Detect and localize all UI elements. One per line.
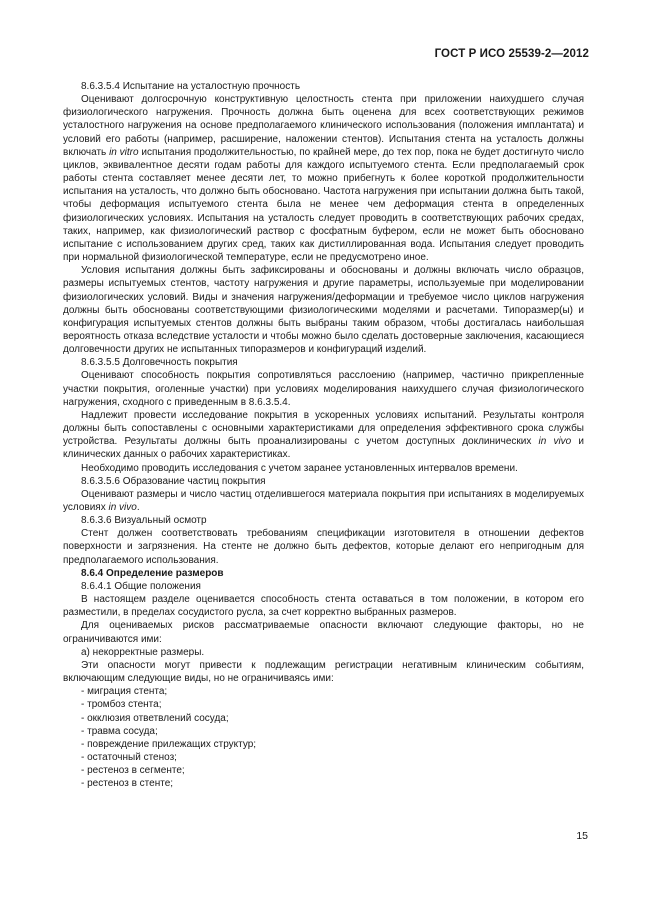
list-item: - травма сосуда; xyxy=(81,725,158,737)
page-number: 15 xyxy=(576,830,588,842)
paragraph: 8.6.3.6 Визуальный осмотр xyxy=(81,515,207,527)
list-item: - тромбоз стента; xyxy=(81,699,162,711)
paragraph: Необходимо проводить исследования с учетом заранее установленных интервалов времени. xyxy=(81,462,518,474)
list-item: - остаточный стеноз; xyxy=(81,751,177,763)
list-item: - повреждение прилежащих структур; xyxy=(81,738,257,750)
paragraph: Эти опасности могут привести к подлежащим регистрации негативным клиническим событиям, включающим следующие виды, но не ограничиваясь ими: xyxy=(63,659,584,685)
paragraph: а) некорректные размеры. xyxy=(81,646,205,658)
paragraph: Надлежит провести исследование покрытия в ускоренных условиях испытаний. Результаты контроля должны быть сопоставлены с основными характеристиками для определения эффективного срока службы устройства. Результаты должны быть проанализированы с учетом доступных доклинических in vivo и клинических данных о рабочих характеристиках. xyxy=(63,409,584,461)
paragraph: Для оцениваемых рисков рассматриваемые опасности включают следующие факторы, но не ограничиваются ими: xyxy=(63,620,584,645)
paragraph: В настоящем разделе оценивается способность стента оставаться в том положении, в котором его разместили, в пределах сосудистого русла, за счет корректно выбранных размеров. xyxy=(63,594,584,619)
section-heading: 8.6.4 Определение размеров xyxy=(81,567,224,579)
list-item: - рестеноз в сегменте; xyxy=(81,765,185,777)
list-item: - рестеноз в стенте; xyxy=(81,778,174,790)
paragraph: 8.6.3.5.4 Испытание на усталостную прочность xyxy=(81,81,301,92)
document-header: ГОСТ Р ИСО 25539-2—2012 xyxy=(434,48,589,60)
document-body xyxy=(63,80,584,790)
paragraph: Условия испытания должны быть зафиксированы и обоснованы и должны включать число образцов, размеры испытуемых стентов, частоту нагружения и другие параметры, используемые при моделировании физиологических условий. Виды и значения нагружения/деформации и требуемое число циклов нагружения должны быть обоснованы соответствующими физиологическими моделями и расчетами. Типоразмер(ы) и конфигурация испытуемых стентов должны быть выбраны таким образом, чтобы достигалась наибольшая вероятность отказа вследствие усталости и чтобы можно было сделать достоверные заключения, касающиеся долговечности других не испытанных типоразмеров и конфигураций изделий. xyxy=(63,265,584,356)
paragraph: 8.6.3.5.6 Образование частиц покрытия xyxy=(81,475,266,487)
paragraph: Оценивают долгосрочную конструктивную целостность стента при приложении наихудшего случая физиологического нагружения. Прочность должна быть оценена для всех соответствующих режимов усталостного нагружения на основе предполагаемого клинического использования (положения имплантата) и условий его работы (например, расширение, наложении стентов). Испытания стента на усталость должны включать in vitro испытания продолжительностью, по крайней мере, до тех пор, пока не будет достигнуто число циклов, эквивалентное десяти годам работы для каждого испытуемого стента. Если предполагаемый срок работы стента составляет менее десяти лет, то можно прибегнуть к более короткой продолжительности испытания на усталость, что должно быть обосновано. Частота нагружения при испытании должна быть такой, чтобы деформация испытуемого стента была не менее чем деформация стента в определенных физиологических условиях. Испытания на усталость следует проводить в соответствующих рабочих средах, таких, например, как физиологический раствор с фосфатным буфером, если не может быть обосновано испытание с использованием других сред, таких как дистиллированная вода. Испытания следует проводить при нормальной физиологической температуре, если не предусмотрено иное. xyxy=(63,94,584,264)
list-item: - миграция стента; xyxy=(81,686,168,698)
paragraph: 8.6.4.1 Общие положения xyxy=(81,580,201,592)
paragraph: 8.6.3.5.5 Долговечность покрытия xyxy=(81,357,238,369)
paragraph: Стент должен соответствовать требованиям спецификации изготовителя в отношении дефектов поверхности и загрязнения. На стенте не должно быть дефектов, которые делают его непригодным для предполагаемого использования. xyxy=(63,528,584,566)
paragraph: Оценивают размеры и число частиц отделившегося материала покрытия при испытаниях в моделируемых условиях in vivo. xyxy=(63,488,584,513)
paragraph: Оценивают способность покрытия сопротивляться расслоению (например, частично прикрепленные участки покрытия, оголенные участки) при условиях моделирования наихудшего случая физиологического нагружения, сходного с приведенным в 8.6.3.5.4. xyxy=(63,370,584,408)
list-item: - окклюзия ответвлений сосуда; xyxy=(81,712,229,724)
